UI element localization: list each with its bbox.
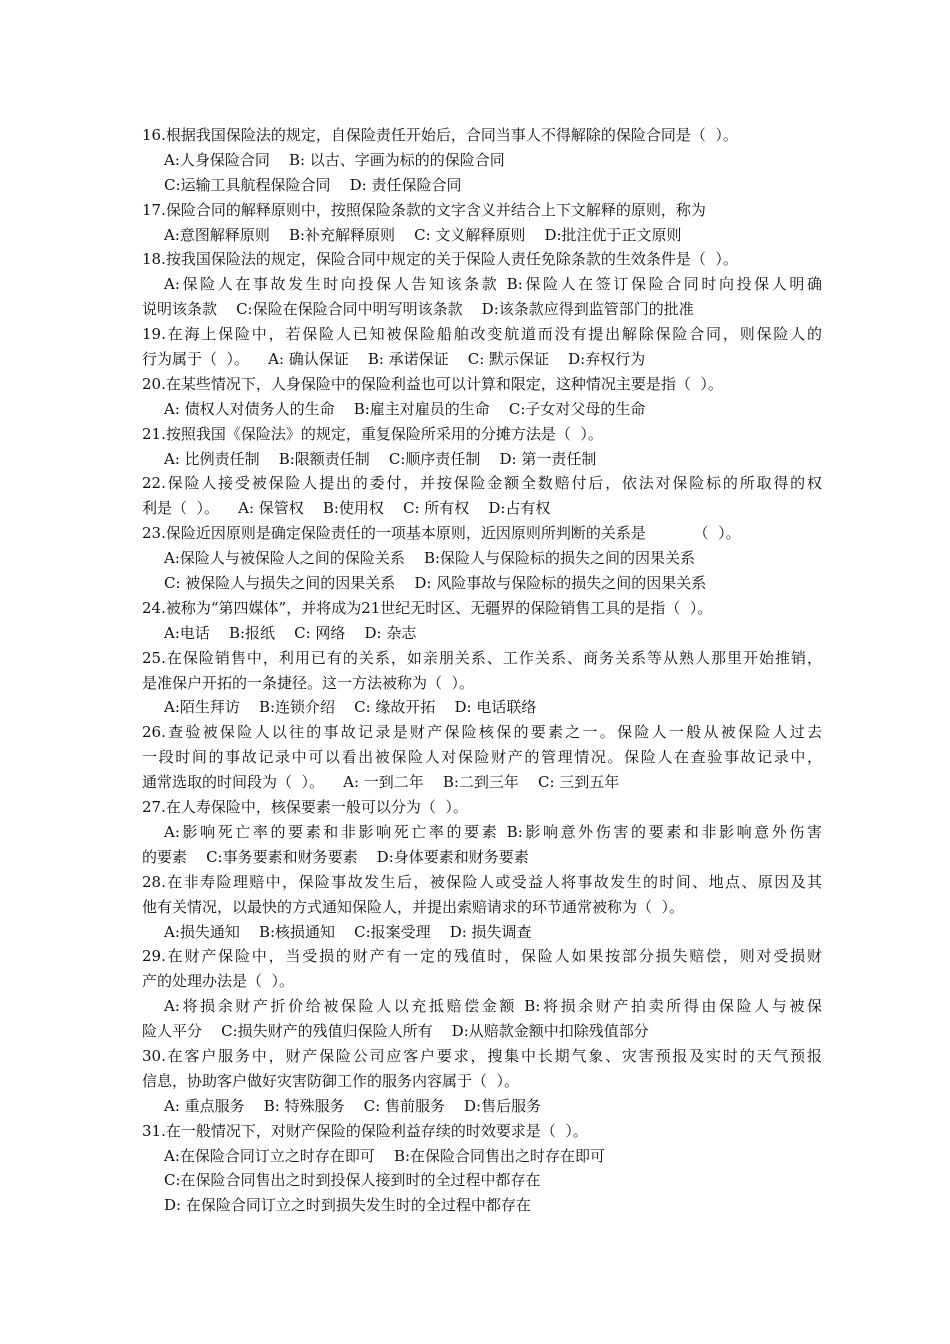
question-line: 19.在海上保险中，若保险人已知被保险船舶改变航道而没有提出解除保险合同，则保险人的 [142, 325, 822, 344]
option-line: A:保险人在事故发生时向投保人告知该条款 B:保险人在签订保险合同时向投保人明确 [164, 275, 822, 294]
option-line: A:人身保险合同 B: 以古、字画为标的的保险合同 [164, 150, 505, 169]
option-line: A: 债权人对债务人的生命 B:雇主对雇员的生命 C:子女对父母的生命 [164, 399, 646, 418]
question-line: 22.保险人接受被保险人提出的委付，并按保险金额全数赔付后，依法对保险标的所取得的权 [142, 474, 822, 493]
question-line: 30.在客户服务中，财产保险公司应客户要求，搜集中长期气象、灾害预报及实时的天气预报 [142, 1046, 822, 1065]
question-line: 27.在人寿保险中，核保要素一般可以分为（ ）。 [142, 798, 468, 817]
option-line: C:运输工具航程保险合同 D: 责任保险合同 [164, 175, 462, 194]
question-line: 一段时间的事故记录中可以看出被保险人对保险财产的管理情况。保险人在查验事故记录中， [142, 748, 822, 767]
option-line: A: 重点服务 B: 特殊服务 C: 售前服务 D:售后服务 [164, 1096, 542, 1115]
question-line: 的要素 C:事务要素和财务要素 D:身体要素和财务要素 [142, 847, 529, 866]
question-line: 利是（ ）。 A: 保管权 B:使用权 C: 所有权 D:占有权 [142, 499, 551, 518]
question-line: 26.查验被保险人以往的事故记录是财产保险核保的要素之一。保险人一般从被保险人过去 [142, 723, 822, 742]
question-line: 24.被称为“第四媒体”，并将成为21世纪无时区、无疆界的保险销售工具的是指（ ）。 [142, 598, 713, 617]
document-page [142, 123, 822, 1218]
option-line: A:将损余财产折价给被保险人以充抵赔偿金额 B:将损余财产拍卖所得由保险人与被保 [164, 997, 822, 1016]
option-line: A:在保险合同订立之时存在即可 B:在保险合同售出之时存在即可 [164, 1146, 606, 1165]
option-line: C: 被保险人与损失之间的因果关系 D: 风险事故与保险标的损失之间的因果关系 [164, 574, 707, 593]
question-line: 21.按照我国《保险法》的规定，重复保险所采用的分摊方法是（ ）。 [142, 424, 603, 443]
option-line: C:在保险合同售出之时到投保人接到时的全过程中都存在 [164, 1171, 541, 1190]
question-line: 17.保险合同的解释原则中，按照保险条款的文字含义并结合上下文解释的原则，称为 [142, 200, 706, 219]
question-line: 险人平分 C:损失财产的残值归保险人所有 D:从赔款金额中扣除残值部分 [142, 1022, 649, 1041]
question-line: 16.根据我国保险法的规定，自保险责任开始后，合同当事人不得解除的保险合同是（ ）。 [142, 126, 738, 144]
question-line: 23.保险近因原则是确定保险责任的一项基本原则，近因原则所判断的关系是 （ ）。 [142, 524, 741, 543]
option-line: A:影响死亡率的要素和非影响死亡率的要素 B:影响意外伤害的要素和非影响意外伤害 [164, 822, 822, 841]
question-line: 说明该条款 C:保险在保险合同中明写明该条款 D:该条款应得到监管部门的批准 [142, 300, 694, 319]
question-line: 25.在保险销售中，利用已有的关系，如亲朋关系、工作关系、商务关系等从熟人那里开始推销， [142, 648, 822, 667]
question-line: 28.在非寿险理赔中，保险事故发生后，被保险人或受益人将事故发生的时间、地点、原因及其 [142, 872, 822, 891]
question-line: 31.在一般情况下，对财产保险的保险利益存续的时效要求是（ ）。 [142, 1121, 588, 1140]
question-line: 信息，协助客户做好灾害防御工作的服务内容属于（ ）。 [142, 1071, 520, 1090]
question-line: 通常选取的时间段为（ ）。 A: 一到二年 B:二到三年 C: 三到五年 [142, 773, 620, 792]
question-line: 20.在某些情况下，人身保险中的保险利益也可以计算和限定，这种情况主要是指（ ）。 [142, 374, 723, 393]
question-line: 18.按我国保险法的规定，保险合同中规定的关于保险人责任免除条款的生效条件是（ ）。 [142, 250, 738, 269]
option-line: A:陌生拜访 B:连锁介绍 C: 缘故开拓 D: 电话联络 [164, 698, 537, 717]
option-line: A:损失通知 B:核损通知 C:报案受理 D: 损失调查 [164, 922, 532, 941]
question-line: 行为属于（ ）。 A: 确认保证 B: 承诺保证 C: 默示保证 D:弃权行为 [142, 350, 646, 369]
question-line: 是准保户开拓的一条捷径。这一方法被称为（ ）。 [142, 673, 475, 692]
option-line: A:保险人与被保险人之间的保险关系 B:保险人与保险标的损失之间的因果关系 [164, 549, 696, 568]
question-line: 他有关情况，以最快的方式通知保险人，并提出索赔请求的环节通常被称为（ ）。 [142, 897, 685, 916]
option-line: A:电话 B:报纸 C: 网络 D: 杂志 [164, 623, 417, 642]
question-line: 产的处理办法是（ ）。 [142, 972, 295, 991]
option-line: A: 比例责任制 B:限额责任制 C:顺序责任制 D: 第一责任制 [164, 449, 597, 468]
option-line: A:意图解释原则 B:补充解释原则 C: 文义解释原则 D:批注优于正文原则 [164, 225, 682, 244]
question-line: 29.在财产保险中，当受损的财产有一定的残值时，保险人如果按部分损失赔偿，则对受损财 [142, 947, 822, 966]
option-line: D: 在保险合同订立之时到损失发生时的全过程中都存在 [164, 1196, 531, 1215]
